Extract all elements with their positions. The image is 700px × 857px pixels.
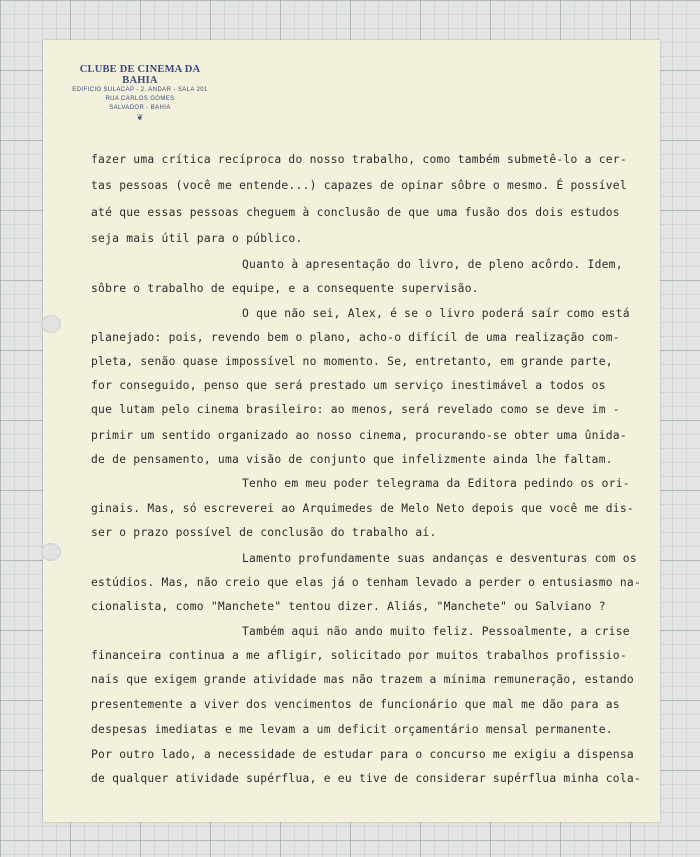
body-line: que lutam pelo cinema brasileiro: ao menos, será revelado como se deve im - <box>91 403 620 416</box>
body-line: pleta, senão quase impossível no momento. Se, entretanto, em grande parte, <box>91 355 613 368</box>
letterhead-ornament-icon: ❦ <box>136 113 144 122</box>
body-line: financeira continua a me afligir, solicitado por muitos trabalhos profissio- <box>91 649 627 662</box>
body-line: planejado: pois, revendo bem o plano, acho-o difícil de uma realização com- <box>91 331 620 344</box>
body-line: nais que exigem grande atividade mas não trazem a mínima remuneração, estando <box>91 673 634 686</box>
body-line: Quanto à apresentação do livro, de pleno acôrdo. Idem, <box>242 258 623 271</box>
body-line: presentemente a viver dos vencimentos de funcionário que mal me dão para as <box>91 698 620 711</box>
body-line: O que não sei, Alex, é se o livro poderá saír como está <box>242 307 630 320</box>
body-line: Tenho em meu poder telegrama da Editora pedindo os ori- <box>242 477 630 490</box>
letter-body <box>43 40 660 822</box>
letterhead-address-line: SALVADOR - BAHIA <box>109 105 171 111</box>
letterhead-address-line: RUA CARLOS GOMES <box>105 96 175 102</box>
body-line: sôbre o trabalho de equipe, e a consequente supervisão. <box>91 282 479 295</box>
body-line: primir um sentido organizado ao nosso cinema, procurando-se obter uma ûnida- <box>91 429 627 442</box>
letterhead-address-line: EDIFICIO SULACAP - 2. ANDAR - SALA 201 <box>72 87 208 93</box>
body-line: cionalista, como "Manchete" tentou dizer. Aliás, "Manchete" ou Salviano ? <box>91 600 606 613</box>
letter-page <box>43 40 660 822</box>
body-line: até que essas pessoas cheguem à conclusão de que uma fusão dos dois estudos <box>91 206 620 219</box>
body-line: fazer uma crítica recíproca do nosso trabalho, como também submetê-lo a cer- <box>91 153 627 166</box>
body-line: Lamento profundamente suas andanças e desventuras com os <box>242 552 637 565</box>
body-line: Por outro lado, a necessidade de estudar para o concurso me exigiu a dispensa <box>91 748 634 761</box>
letterhead-name: CLUBE DE CINEMA DA BAHIA <box>79 64 201 86</box>
body-line: despesas imediatas e me levam a um deficit orçamentário mensal permanente. <box>91 723 613 736</box>
body-line: estúdios. Mas, não creio que elas já o tenham levado a perder o entusiasmo na- <box>91 576 642 589</box>
body-line: for conseguido, penso que será prestado um serviço inestimável a todos os <box>91 379 606 392</box>
body-line: tas pessoas (você me entende...) capazes de opinar sôbre o mesmo. É possível <box>91 179 627 192</box>
body-line: ginais. Mas, só escreverei ao Arquimedes de Melo Neto depois que você me dis- <box>91 502 634 515</box>
body-line: ser o prazo possível de conclusão do trabalho aí. <box>91 526 437 539</box>
body-line: de de pensamento, uma visão de conjunto que infelizmente ainda lhe faltam. <box>91 453 613 466</box>
body-line: seja mais útil para o público. <box>91 232 303 245</box>
body-line: de qualquer atividade supérflua, e eu tive de considerar supérflua minha cola- <box>91 772 642 785</box>
body-line: Também aqui não ando muito feliz. Pessoalmente, a crise <box>242 625 630 638</box>
